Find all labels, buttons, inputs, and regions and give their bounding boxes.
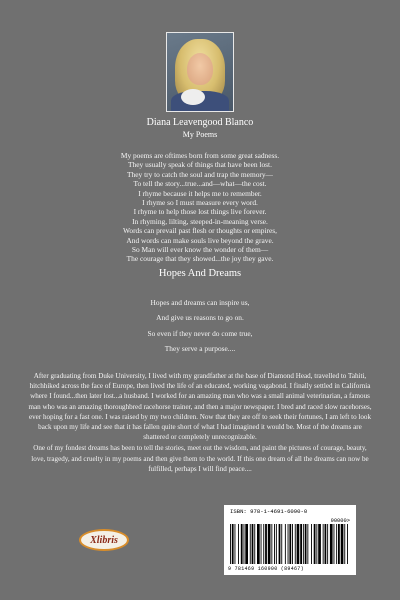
poem-line: So even if they never do come true, [147,328,253,338]
barcode-panel [224,505,356,575]
barcode-number: 9 781469 160900 (89467) [228,566,304,572]
author-name: Diana Leavengood Blanco [146,117,254,128]
poem-line: And words can make souls live beyond the grave. [126,235,274,245]
poem-line: I rhyme because it helps me to remember. [138,188,262,198]
price-code: 90000> [330,518,350,524]
poem-line: So Man will ever know the wonder of them— [131,245,269,255]
poem-line: Words can prevail past flesh or thoughts or empires, [123,226,277,236]
photo-face [187,53,213,85]
poem-line: I rhyme to help those lost things live forever. [133,207,267,217]
barcode-icon [230,524,350,564]
isbn-label: ISBN: 978-1-4691-6090-0 [230,508,308,515]
poem-line: They try to catch the soul and trap the memory— [127,169,273,179]
poem-my-poems [0,151,400,264]
poem-line: They serve a purpose.... [164,344,236,354]
book-subtitle: My Poems [182,130,218,139]
publisher-logo [79,529,129,551]
poem-line: And give us reasons to go on. [156,313,244,323]
author-photo [166,32,234,112]
poem-line: In rhyming, lilting, steeped-in-meaning verse. [132,216,268,226]
poem-line: To tell the story...true...and—what—the cost. [133,179,267,189]
poem-line: They usually speak of things that have been lost. [128,160,272,170]
poem-line: My poems are oftimes born from some great sadness. [120,151,280,160]
bio-paragraph: After graduating from Duke University, I lived with my grandfather at the base of Diamond Head, travelled to Tahiti, hitchhiked across the face of Europe, then lived the life of an educated, working vagabond. I finally settled in California where I found...then later lost...a husband. I worked for an amazing man who was a small animal veterinarian, a famous man who was an amazing thoroughbred racehorse trainer, and then a major newspaper. I bred and raced slow racehorses, ever hoping for a fast one. I was raised by my two children. Now that they are off to seek their fortunes, I am left to look back upon my life and see that it has fallen quite short of what I had imagined it would be. Most of the dreams are shattered or completely unrecognizable. [28,372,372,442]
author-bio [28,371,372,475]
poem-line: The courage that they showed...the joy they gave. [126,254,274,264]
poem-hopes-and-dreams [0,295,400,357]
bio-paragraph: One of my fondest dreams has been to tell the stories, meet out the wisdom, and paint the pictures of courage, beauty, love, tragedy, and cruelty in my poems and then give them to the world. If this one dream of all the dreams can now be fulfilled, perhaps I will find peace.... [31,444,369,473]
section-heading: Hopes And Dreams [158,268,242,279]
photo-pet [181,89,205,105]
poem-line: Hopes and dreams can inspire us, [150,298,250,307]
publisher-logo-text: Xlibris [90,534,118,546]
poem-line: I rhyme so I must measure every word. [142,198,258,208]
